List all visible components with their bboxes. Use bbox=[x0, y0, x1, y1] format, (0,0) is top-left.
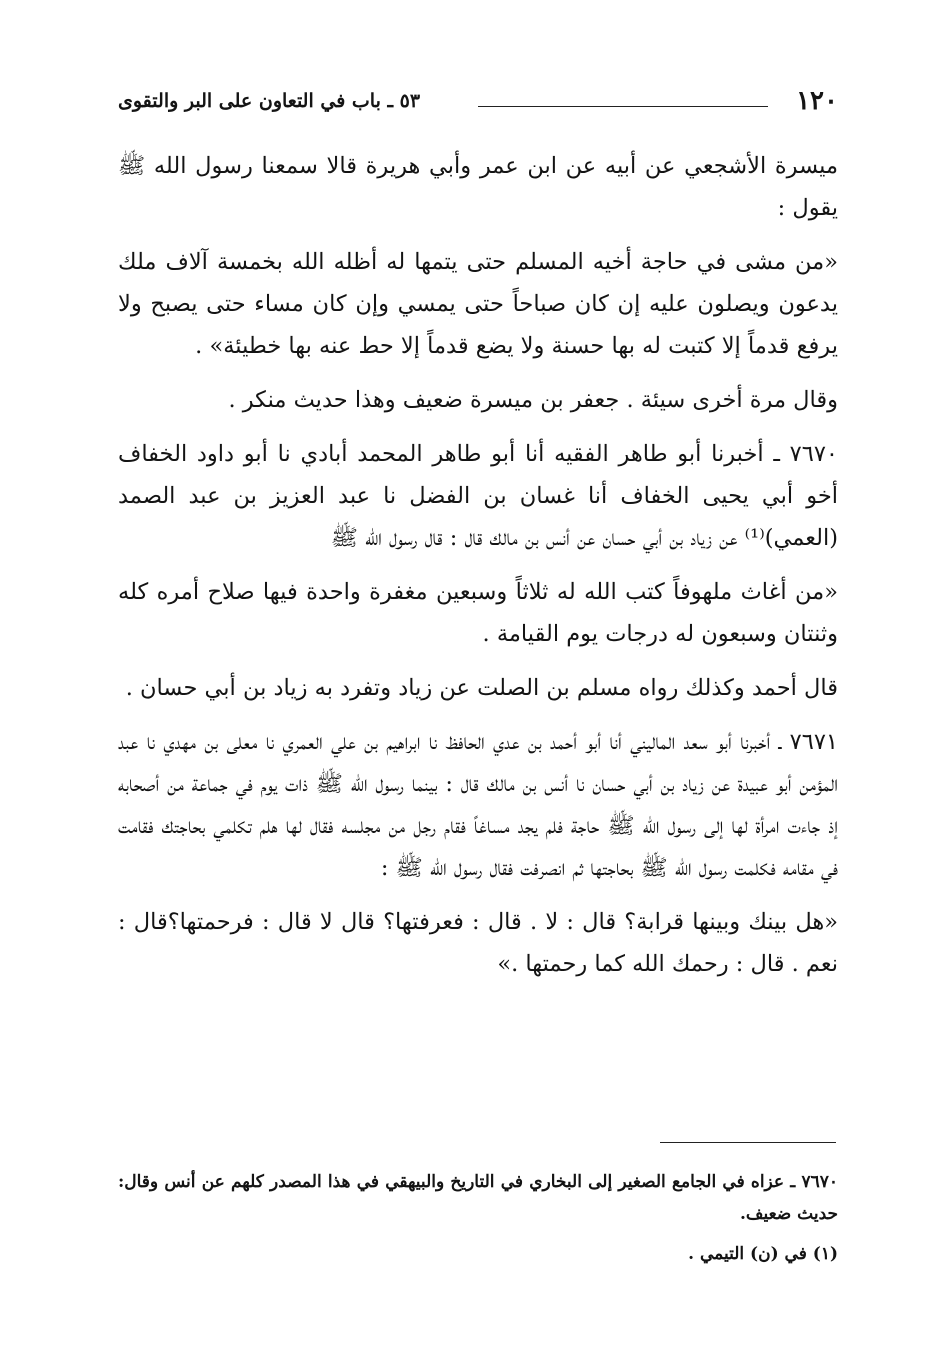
body-text bbox=[118, 145, 838, 997]
paragraph: قال أحمد وكذلك رواه مسلم بن الصلت عن زياد وتفرد به زياد بن أبي حسان . bbox=[125, 675, 838, 701]
paragraph: ٧٦٧٠ ـ أخبرنا أبو طاهر الفقيه أنا أبو طاهر المحمد أبادي نا أبو داود الخفاف أخو أبي يحيى الخفاف أنا غسان بن الفضل نا عبد العزيز بن عبد الصمد (العمي)⁽¹⁾ عن زياد بن أبي حسان عن أنس بن مالك قال : قال رسول الله ﷺ bbox=[118, 441, 838, 551]
footnotes bbox=[118, 1166, 838, 1278]
page-header bbox=[118, 86, 838, 122]
paragraph: وقال مرة أخرى سيئة . جعفر بن ميسرة ضعيف وهذا حديث منكر . bbox=[228, 387, 838, 413]
paragraph: «من مشى في حاجة أخيه المسلم حتى يتمها له أظله الله بخمسة آلاف ملك يدعون ويصلون عليه إن كان صباحاً حتى يمسي وإن كان مساء حتى يصبح ولا يرفع قدماً إلا كتبت له بها حسنة ولا يضع قدماً إلا حط عنه بها خطيئة» . bbox=[118, 249, 838, 359]
footnote: (١) في (ن) التيمي . bbox=[688, 1244, 838, 1264]
paragraph: «هل بينك وبينها قرابة؟ قال : لا . قال : فعرفتها؟ قال لا قال : فرحمتها؟قال : نعم . قال : رحمك الله كما رحمتها .» bbox=[118, 909, 838, 977]
header-rule bbox=[478, 106, 768, 107]
paragraph: «من أغاث ملهوفاً كتب الله له ثلاثاً وسبعين مغفرة واحدة فيها صلاح أمره كله وثنتان وسبعون له درجات يوم القيامة . bbox=[118, 579, 838, 647]
chapter-title: ٥٣ ـ باب في التعاون على البر والتقوى bbox=[118, 90, 421, 112]
footnote-rule bbox=[660, 1142, 836, 1143]
page-number: ١٢٠ bbox=[796, 86, 838, 116]
paragraph: ٧٦٧١ ـ أخبرنا أبو سعد الماليني أنا أبو أحمد بن عدي الحافظ نا ابراهيم بن علي العمري نا معلى بن مهدي نا عبد المؤمن أبو عبيدة عن زياد بن أبي حسان نا أنس بن مالك قال : بينما رسول الله ﷺ ذات يوم في جماعة من أصحابه إذ جاءت امرأة لها إلى رسول الله ﷺ حاجة فلم يجد مساغاً فقام رجل من مجلسه فقال لها هلم تكلمي بحاجتك فقامت في مقامه فكلمت رسول الله ﷺ بحاجتها ثم انصرفت فقال رسول الله ﷺ : bbox=[118, 729, 838, 881]
paragraph: ميسرة الأشجعي عن أبيه عن ابن عمر وأبي هريرة قالا سمعنا رسول الله ﷺ يقول : bbox=[118, 153, 838, 221]
footnote: ٧٦٧٠ ـ عزاه في الجامع الصغير إلى البخاري في التاريخ والبيهقي في هذا المصدر كلهم عن أنس وقال: حديث ضعيف. bbox=[118, 1172, 838, 1224]
